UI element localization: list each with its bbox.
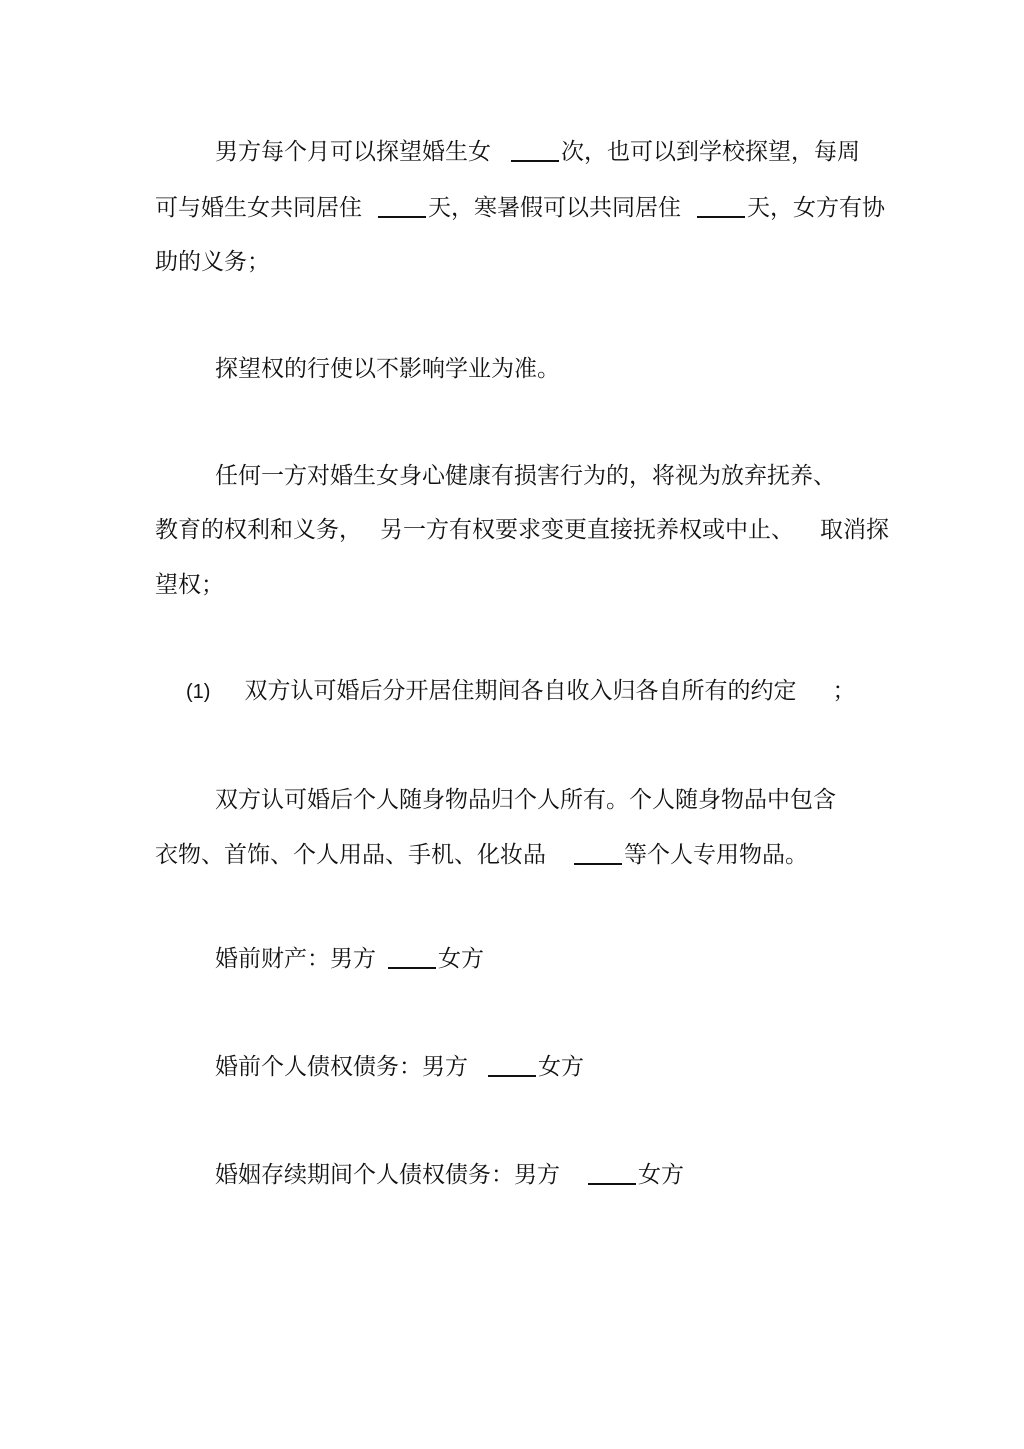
text: 教育的权利和义务，	[155, 517, 362, 543]
p4-line2	[155, 840, 808, 870]
text: 天，女方有协	[747, 195, 885, 221]
blank-underline	[697, 216, 745, 218]
item-1	[186, 676, 855, 707]
text: 助的义务；	[155, 249, 270, 275]
text: 可与婚生女共同居住	[155, 195, 362, 221]
marriage-debts	[215, 1160, 684, 1190]
premarital-debts	[215, 1052, 584, 1082]
text: 望权；	[155, 572, 224, 598]
text: 取消探	[820, 517, 889, 543]
blank-underline	[574, 863, 622, 865]
text: 男方每个月可以探望婚生女	[215, 139, 491, 165]
text: 另一方有权要求变更直接抚养权或中止、	[380, 517, 794, 543]
p3-line1	[215, 461, 836, 491]
blank-underline	[388, 967, 436, 969]
blank-underline	[588, 1183, 636, 1185]
text: 等个人专用物品。	[624, 842, 808, 868]
text: 双方认可婚后个人随身物品归个人所有。个人随身物品中包含	[215, 787, 836, 813]
text: 女方	[438, 946, 484, 972]
premarital-property	[215, 944, 484, 974]
p1-line3	[155, 247, 270, 277]
p2-line1	[215, 354, 560, 384]
text: 探望权的行使以不影响学业为准。	[215, 356, 560, 382]
p4-line1	[215, 785, 836, 815]
text: 衣物、首饰、个人用品、手机、化妆品	[155, 842, 546, 868]
text: 天，寒暑假可以共同居住	[428, 195, 681, 221]
text: 任何一方对婚生女身心健康有损害行为的，将视为放弃抚养、	[215, 463, 836, 489]
text: 女方	[638, 1162, 684, 1188]
text: 婚姻存续期间个人债权债务：男方	[215, 1162, 560, 1188]
p3-line2	[155, 515, 889, 545]
text: 次，也可以到学校探望，每周	[561, 139, 860, 165]
p3-line3	[155, 570, 224, 600]
blank-underline	[378, 216, 426, 218]
p1-line2	[155, 193, 885, 223]
text: 婚前个人债权债务：男方	[215, 1054, 468, 1080]
p1-line1	[215, 137, 860, 167]
text: 女方	[538, 1054, 584, 1080]
item-number: (1)	[186, 681, 211, 703]
item-text: 双方认可婚后分开居住期间各自收入归各自所有的约定	[244, 678, 797, 704]
blank-underline	[511, 160, 559, 162]
blank-underline	[488, 1075, 536, 1077]
text: ；	[832, 678, 856, 704]
text: 婚前财产：男方	[215, 946, 376, 972]
